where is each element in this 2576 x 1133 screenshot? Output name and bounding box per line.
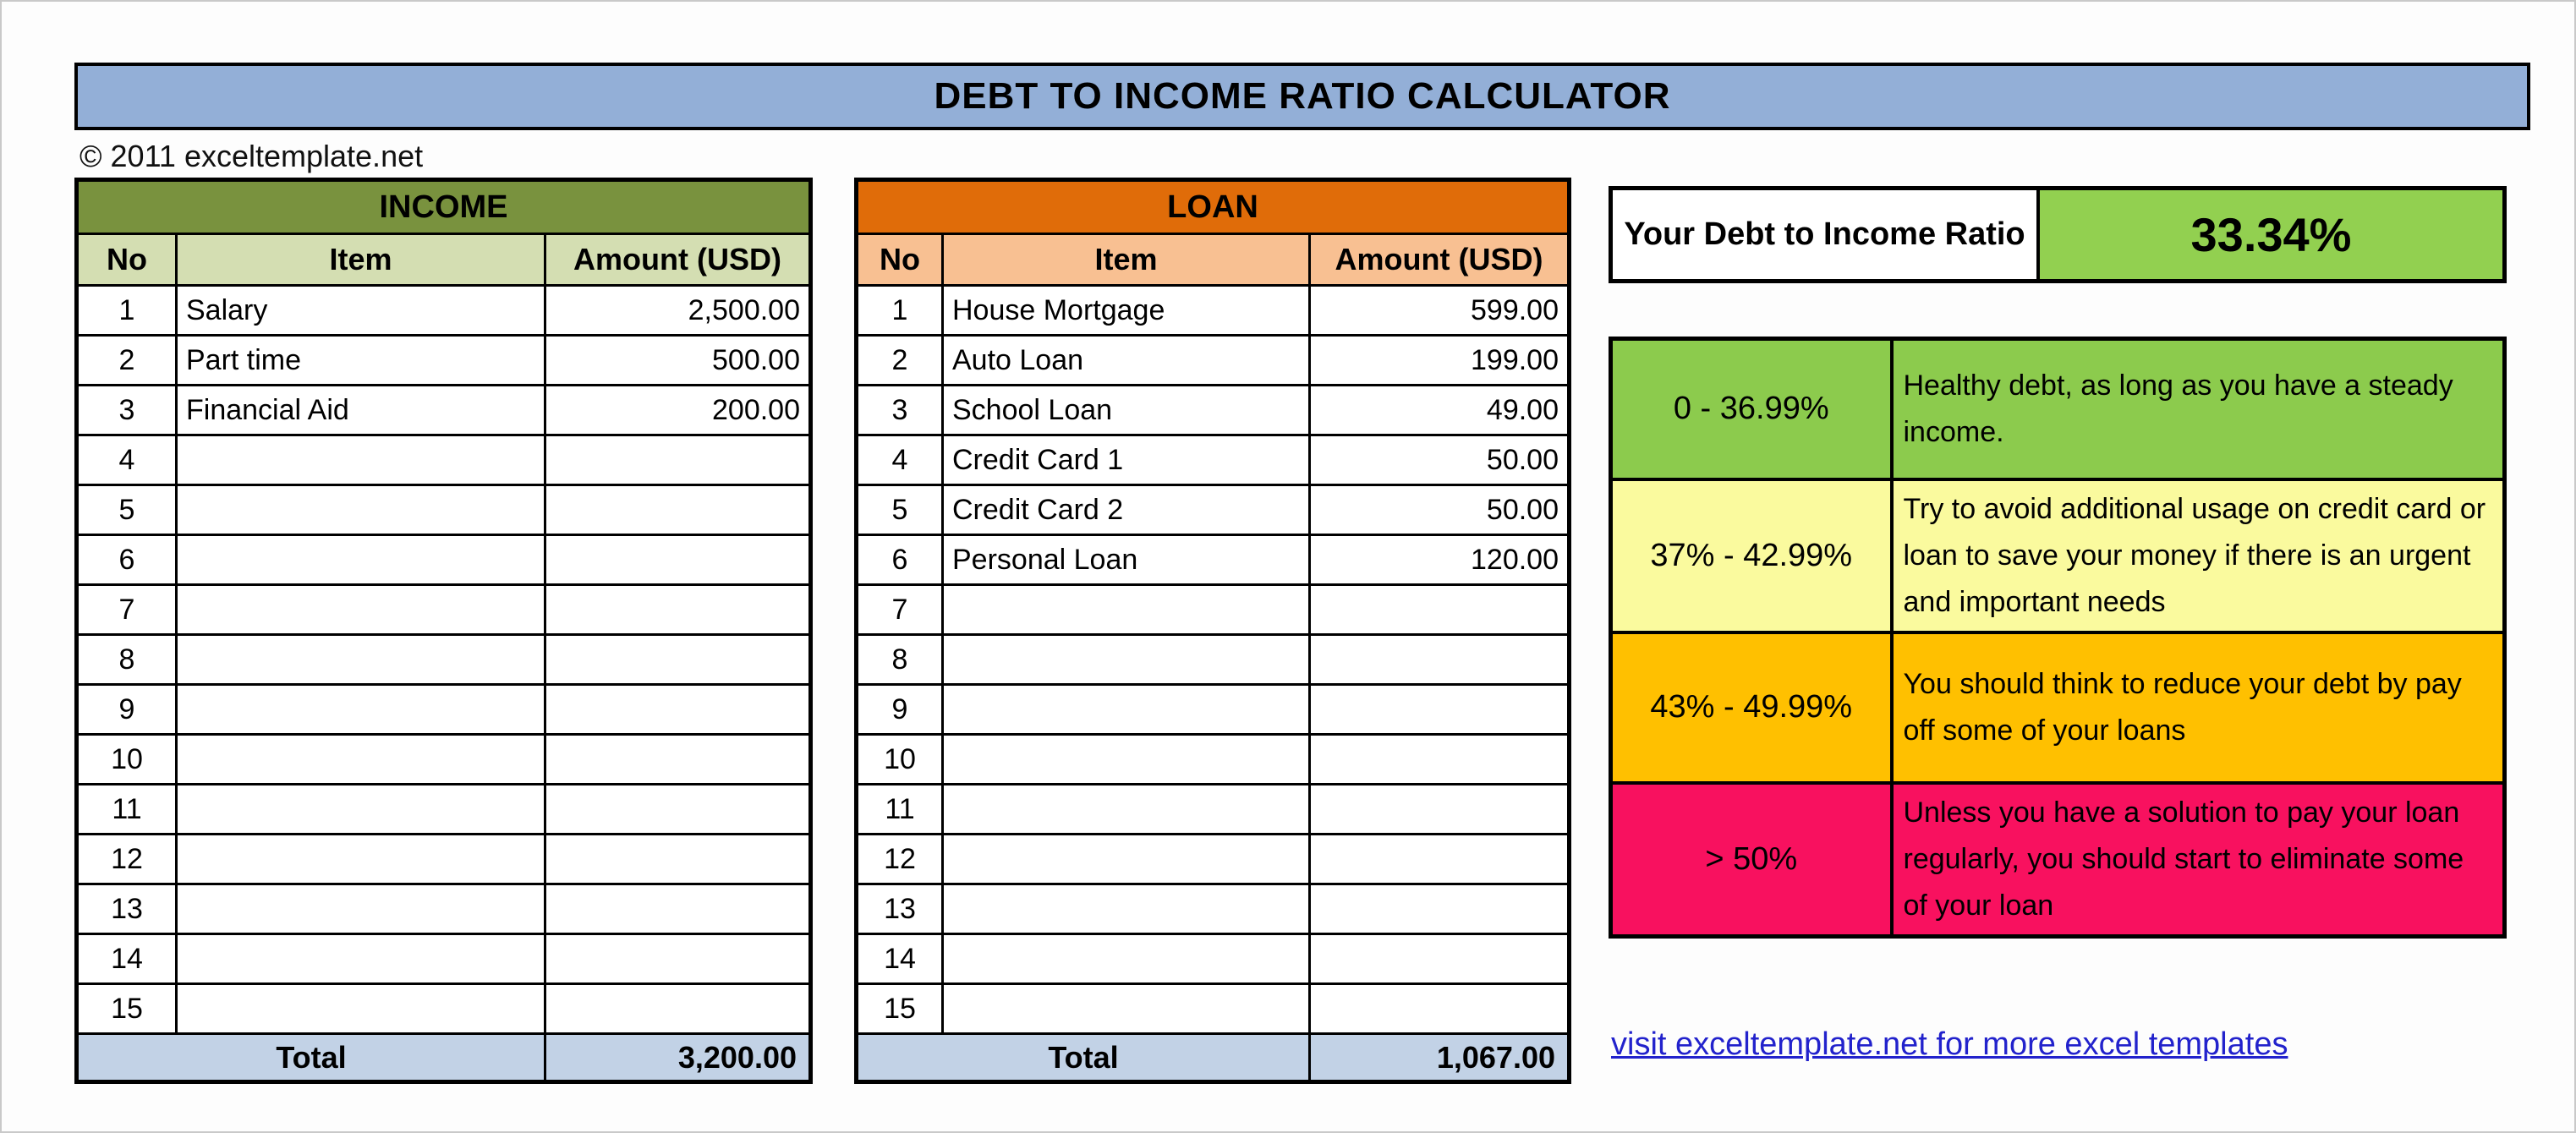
income-row-11 (77, 785, 811, 835)
loan-row-6 (857, 535, 1570, 585)
loan-amount-cell[interactable]: 50.00 (1310, 435, 1570, 485)
income-row-3 (77, 386, 811, 435)
loan-col-header-2: Amount (USD) (1310, 234, 1570, 286)
loan-item-cell[interactable]: Credit Card 1 (943, 435, 1310, 485)
loan-col-header-1: Item (943, 234, 1310, 286)
loan-row-number: 7 (857, 585, 943, 635)
loan-amount-cell[interactable] (1310, 585, 1570, 635)
legend-table-body (1611, 339, 2505, 937)
income-amount-cell[interactable]: 200.00 (545, 386, 811, 435)
loan-amount-cell[interactable] (1310, 884, 1570, 934)
income-row-number: 5 (77, 485, 177, 535)
income-amount-cell[interactable] (545, 685, 811, 735)
income-col-header-0: No (77, 234, 177, 286)
loan-row-number: 5 (857, 485, 943, 535)
income-item-cell[interactable]: Part time (177, 336, 545, 386)
income-row-2 (77, 336, 811, 386)
loan-row-5 (857, 485, 1570, 535)
loan-column-header-row (857, 234, 1570, 286)
loan-amount-cell[interactable] (1310, 685, 1570, 735)
loan-row-8 (857, 635, 1570, 685)
income-row-number: 2 (77, 336, 177, 386)
income-item-cell[interactable] (177, 535, 545, 585)
income-row-number: 1 (77, 286, 177, 336)
loan-row-number: 9 (857, 685, 943, 735)
loan-row-1 (857, 286, 1570, 336)
income-amount-cell[interactable] (545, 785, 811, 835)
loan-item-cell[interactable] (943, 735, 1310, 785)
loan-row-11 (857, 785, 1570, 835)
copyright-text: © 2011 exceltemplate.net (79, 139, 424, 173)
loan-row-9 (857, 685, 1570, 735)
loan-amount-cell[interactable]: 50.00 (1310, 485, 1570, 535)
loan-table (854, 178, 1571, 1084)
income-amount-cell[interactable] (545, 535, 811, 585)
legend-row-2 (1611, 632, 2505, 783)
loan-row-number: 4 (857, 435, 943, 485)
loan-item-cell[interactable] (943, 984, 1310, 1034)
loan-row-number: 12 (857, 835, 943, 884)
loan-row-number: 2 (857, 336, 943, 386)
loan-table-body (857, 180, 1570, 1082)
income-item-cell[interactable] (177, 485, 545, 535)
loan-item-cell[interactable] (943, 785, 1310, 835)
loan-amount-cell[interactable] (1310, 984, 1570, 1034)
income-row-number: 10 (77, 735, 177, 785)
loan-amount-cell[interactable]: 49.00 (1310, 386, 1570, 435)
loan-amount-cell[interactable]: 599.00 (1310, 286, 1570, 336)
income-row-5 (77, 485, 811, 535)
income-row-number: 7 (77, 585, 177, 635)
loan-amount-cell[interactable]: 199.00 (1310, 336, 1570, 386)
income-row-9 (77, 685, 811, 735)
income-row-4 (77, 435, 811, 485)
income-row-8 (77, 635, 811, 685)
income-item-cell[interactable] (177, 984, 545, 1034)
loan-row-4 (857, 435, 1570, 485)
income-row-number: 8 (77, 635, 177, 685)
income-row-number: 12 (77, 835, 177, 884)
income-col-header-1: Item (177, 234, 545, 286)
legend-table (1609, 337, 2507, 939)
footer-link[interactable]: visit exceltemplate.net for more excel templates (1611, 1026, 2288, 1062)
loan-item-cell[interactable]: Auto Loan (943, 336, 1310, 386)
income-amount-cell[interactable] (545, 934, 811, 984)
loan-col-header-0: No (857, 234, 943, 286)
loan-table-title: LOAN (857, 180, 1570, 234)
loan-amount-cell[interactable] (1310, 735, 1570, 785)
income-amount-cell[interactable] (545, 884, 811, 934)
income-item-cell[interactable] (177, 785, 545, 835)
income-row-7 (77, 585, 811, 635)
legend-range: 0 - 36.99% (1611, 339, 1892, 479)
loan-item-cell[interactable] (943, 585, 1310, 635)
ratio-value: 33.34% (2040, 190, 2502, 279)
loan-row-number: 1 (857, 286, 943, 336)
income-item-cell[interactable] (177, 735, 545, 785)
income-row-1 (77, 286, 811, 336)
loan-row-12 (857, 835, 1570, 884)
loan-item-cell[interactable] (943, 934, 1310, 984)
legend-row-0 (1611, 339, 2505, 479)
loan-total-label: Total (857, 1034, 1310, 1082)
loan-item-cell[interactable]: Personal Loan (943, 535, 1310, 585)
loan-row-number: 14 (857, 934, 943, 984)
income-amount-cell[interactable] (545, 835, 811, 884)
legend-range: 43% - 49.99% (1611, 632, 1892, 783)
income-total-value: 3,200.00 (545, 1034, 811, 1082)
page-title: DEBT TO INCOME RATIO CALCULATOR (934, 75, 1671, 117)
legend-range: > 50% (1611, 783, 1892, 937)
loan-item-cell[interactable] (943, 835, 1310, 884)
loan-row-13 (857, 884, 1570, 934)
loan-row-number: 8 (857, 635, 943, 685)
income-item-cell[interactable] (177, 635, 545, 685)
loan-item-cell[interactable]: House Mortgage (943, 286, 1310, 336)
income-amount-cell[interactable] (545, 435, 811, 485)
income-amount-cell[interactable]: 500.00 (545, 336, 811, 386)
loan-row-3 (857, 386, 1570, 435)
income-row-14 (77, 934, 811, 984)
loan-item-cell[interactable]: School Loan (943, 386, 1310, 435)
income-amount-cell[interactable] (545, 735, 811, 785)
income-amount-cell[interactable] (545, 485, 811, 535)
income-item-cell[interactable] (177, 585, 545, 635)
income-item-cell[interactable] (177, 435, 545, 485)
income-item-cell[interactable] (177, 884, 545, 934)
ratio-label: Your Debt to Income Ratio (1613, 190, 2040, 279)
income-row-number: 15 (77, 984, 177, 1034)
income-amount-cell[interactable]: 2,500.00 (545, 286, 811, 336)
title-bar (74, 63, 2530, 130)
income-header-row (77, 180, 811, 234)
income-total-row (77, 1034, 811, 1082)
loan-row-15 (857, 984, 1570, 1034)
income-column-header-row (77, 234, 811, 286)
loan-row-14 (857, 934, 1570, 984)
income-table-body (77, 180, 811, 1082)
loan-row-number: 13 (857, 884, 943, 934)
legend-row-3 (1611, 783, 2505, 937)
loan-amount-cell[interactable] (1310, 635, 1570, 685)
income-amount-cell[interactable] (545, 585, 811, 635)
legend-description: You should think to reduce your debt by pay off some of your loans (1892, 632, 2505, 783)
loan-amount-cell[interactable] (1310, 785, 1570, 835)
loan-item-cell[interactable] (943, 635, 1310, 685)
income-item-cell[interactable] (177, 835, 545, 884)
loan-row-number: 3 (857, 386, 943, 435)
loan-header-row (857, 180, 1570, 234)
income-item-cell[interactable] (177, 934, 545, 984)
income-item-cell[interactable] (177, 685, 545, 735)
loan-row-10 (857, 735, 1570, 785)
income-row-number: 9 (77, 685, 177, 735)
legend-description: Try to avoid additional usage on credit card or loan to save your money if there is an urgent and important needs (1892, 479, 2505, 632)
income-table (74, 178, 813, 1084)
loan-row-number: 11 (857, 785, 943, 835)
loan-row-number: 10 (857, 735, 943, 785)
income-col-header-2: Amount (USD) (545, 234, 811, 286)
loan-total-row (857, 1034, 1570, 1082)
income-amount-cell[interactable] (545, 635, 811, 685)
legend-range: 37% - 42.99% (1611, 479, 1892, 632)
loan-row-7 (857, 585, 1570, 635)
loan-amount-cell[interactable]: 120.00 (1310, 535, 1570, 585)
loan-row-number: 15 (857, 984, 943, 1034)
loan-total-value: 1,067.00 (1310, 1034, 1570, 1082)
ratio-box (1609, 186, 2507, 283)
income-row-number: 6 (77, 535, 177, 585)
legend-description: Healthy debt, as long as you have a steady income. (1892, 339, 2505, 479)
income-item-cell[interactable]: Salary (177, 286, 545, 336)
loan-item-cell[interactable]: Credit Card 2 (943, 485, 1310, 535)
income-row-12 (77, 835, 811, 884)
income-row-number: 11 (77, 785, 177, 835)
income-total-label: Total (77, 1034, 545, 1082)
income-table-title: INCOME (77, 180, 811, 234)
loan-amount-cell[interactable] (1310, 835, 1570, 884)
loan-row-number: 6 (857, 535, 943, 585)
income-row-6 (77, 535, 811, 585)
income-row-number: 13 (77, 884, 177, 934)
loan-item-cell[interactable] (943, 685, 1310, 735)
legend-row-1 (1611, 479, 2505, 632)
income-row-13 (77, 884, 811, 934)
income-row-10 (77, 735, 811, 785)
income-row-number: 4 (77, 435, 177, 485)
loan-row-2 (857, 336, 1570, 386)
loan-amount-cell[interactable] (1310, 934, 1570, 984)
income-item-cell[interactable]: Financial Aid (177, 386, 545, 435)
income-amount-cell[interactable] (545, 984, 811, 1034)
income-row-number: 14 (77, 934, 177, 984)
income-row-number: 3 (77, 386, 177, 435)
income-row-15 (77, 984, 811, 1034)
loan-item-cell[interactable] (943, 884, 1310, 934)
legend-description: Unless you have a solution to pay your loan regularly, you should start to eliminate some of your loan (1892, 783, 2505, 937)
